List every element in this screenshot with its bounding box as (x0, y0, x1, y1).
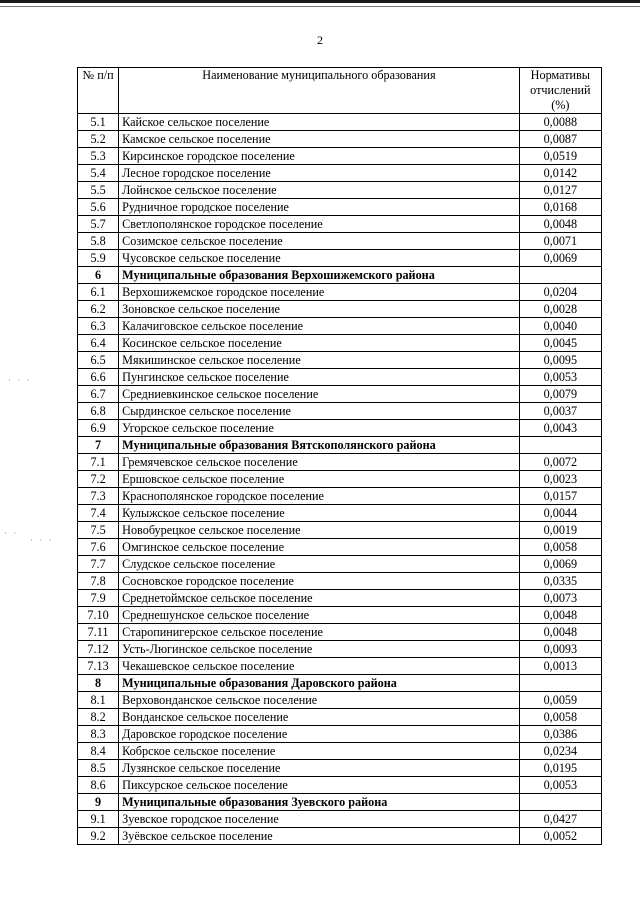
row-value: 0,0053 (519, 777, 601, 794)
table-row (78, 624, 602, 641)
row-name: Усть-Люгинское сельское поселение (119, 641, 520, 658)
row-value: 0,0095 (519, 352, 601, 369)
section-row (78, 437, 602, 454)
row-value: 0,0195 (519, 760, 601, 777)
row-name: Ершовское сельское поселение (119, 471, 520, 488)
row-number: 5.9 (78, 250, 119, 267)
row-value: 0,0043 (519, 420, 601, 437)
row-number: 7.2 (78, 471, 119, 488)
table-row (78, 199, 602, 216)
table-row (78, 131, 602, 148)
table-row (78, 148, 602, 165)
row-name: Пунгинское сельское поселение (119, 369, 520, 386)
row-name: Зуевское городское поселение (119, 811, 520, 828)
row-value: 0,0045 (519, 335, 601, 352)
row-number: 7.7 (78, 556, 119, 573)
row-value: 0,0073 (519, 590, 601, 607)
row-number: 6 (78, 267, 119, 284)
section-row (78, 794, 602, 811)
row-value: 0,0088 (519, 114, 601, 131)
row-name: Слудское сельское поселение (119, 556, 520, 573)
table-row (78, 182, 602, 199)
table-row (78, 352, 602, 369)
table-row (78, 420, 602, 437)
table-row (78, 539, 602, 556)
table-row (78, 726, 602, 743)
row-name: Косинское сельское поселение (119, 335, 520, 352)
row-number: 8.6 (78, 777, 119, 794)
header-number: № п/п (78, 68, 119, 114)
table-row (78, 658, 602, 675)
row-number: 7.8 (78, 573, 119, 590)
row-value: 0,0044 (519, 505, 601, 522)
row-value: 0,0427 (519, 811, 601, 828)
row-value: 0,0093 (519, 641, 601, 658)
table-row (78, 811, 602, 828)
top-border-thin-line (0, 6, 640, 7)
table-row (78, 284, 602, 301)
row-value: 0,0048 (519, 607, 601, 624)
row-number: 7.5 (78, 522, 119, 539)
table-row (78, 709, 602, 726)
row-name: Зуёвское сельское поселение (119, 828, 520, 845)
table-row (78, 488, 602, 505)
row-value (519, 794, 601, 811)
row-name: Гремячевское сельское поселение (119, 454, 520, 471)
table-row (78, 641, 602, 658)
table-row (78, 233, 602, 250)
row-name: Угорское сельское поселение (119, 420, 520, 437)
scan-speck: · · · (30, 535, 54, 545)
table-row (78, 692, 602, 709)
row-value: 0,0079 (519, 386, 601, 403)
row-value: 0,0127 (519, 182, 601, 199)
row-value (519, 267, 601, 284)
table-row (78, 760, 602, 777)
row-number: 5.3 (78, 148, 119, 165)
row-number: 6.3 (78, 318, 119, 335)
scan-speck: · · (4, 528, 19, 538)
row-name: Даровское городское поселение (119, 726, 520, 743)
row-value: 0,0072 (519, 454, 601, 471)
row-name: Калачиговское сельское поселение (119, 318, 520, 335)
row-value: 0,0048 (519, 216, 601, 233)
row-name: Верхошижемское городское поселение (119, 284, 520, 301)
table-row (78, 403, 602, 420)
row-name: Омгинское сельское поселение (119, 539, 520, 556)
table-row (78, 471, 602, 488)
row-number: 8.1 (78, 692, 119, 709)
table-row (78, 590, 602, 607)
table-row (78, 743, 602, 760)
row-number: 5.1 (78, 114, 119, 131)
table-row (78, 556, 602, 573)
row-name: Муниципальные образования Даровского района (119, 675, 520, 692)
row-number: 8 (78, 675, 119, 692)
row-value: 0,0069 (519, 556, 601, 573)
row-name: Кайское сельское поселение (119, 114, 520, 131)
table-row (78, 828, 602, 845)
row-name: Чусовское сельское поселение (119, 250, 520, 267)
row-number: 5.2 (78, 131, 119, 148)
row-number: 5.6 (78, 199, 119, 216)
row-name: Сырдинское сельское поселение (119, 403, 520, 420)
row-name: Новобурецкое сельское поселение (119, 522, 520, 539)
row-value: 0,0052 (519, 828, 601, 845)
row-number: 6.9 (78, 420, 119, 437)
row-name: Кулыжское сельское поселение (119, 505, 520, 522)
row-value: 0,0071 (519, 233, 601, 250)
row-name: Вонданское сельское поселение (119, 709, 520, 726)
table-header-row (78, 68, 602, 114)
row-value: 0,0519 (519, 148, 601, 165)
table-row (78, 522, 602, 539)
row-number: 6.5 (78, 352, 119, 369)
row-value: 0,0142 (519, 165, 601, 182)
row-value: 0,0048 (519, 624, 601, 641)
row-name: Среднетоймское сельское поселение (119, 590, 520, 607)
row-value: 0,0168 (519, 199, 601, 216)
row-number: 8.3 (78, 726, 119, 743)
table-row (78, 250, 602, 267)
section-row (78, 267, 602, 284)
row-name: Муниципальные образования Верхошижемского района (119, 267, 520, 284)
row-number: 5.5 (78, 182, 119, 199)
section-row (78, 675, 602, 692)
row-value: 0,0053 (519, 369, 601, 386)
table-row (78, 505, 602, 522)
row-value: 0,0058 (519, 709, 601, 726)
table-row (78, 454, 602, 471)
row-number: 7.9 (78, 590, 119, 607)
row-number: 5.7 (78, 216, 119, 233)
row-number: 9.2 (78, 828, 119, 845)
row-name: Лузянское сельское поселение (119, 760, 520, 777)
row-value: 0,0087 (519, 131, 601, 148)
row-name: Созимское сельское поселение (119, 233, 520, 250)
row-number: 7.11 (78, 624, 119, 641)
scan-speck: · · · (8, 375, 32, 385)
row-number: 7.10 (78, 607, 119, 624)
row-name: Средниевкинское сельское поселение (119, 386, 520, 403)
row-number: 5.8 (78, 233, 119, 250)
table-row (78, 318, 602, 335)
header-value: Нормативы отчислений (%) (519, 68, 601, 114)
table-row (78, 165, 602, 182)
row-value: 0,0157 (519, 488, 601, 505)
row-number: 7.4 (78, 505, 119, 522)
row-name: Светлополянское городское поселение (119, 216, 520, 233)
row-value: 0,0234 (519, 743, 601, 760)
table-row (78, 573, 602, 590)
row-name: Пиксурское сельское поселение (119, 777, 520, 794)
table-row (78, 369, 602, 386)
table-row (78, 114, 602, 131)
row-number: 6.4 (78, 335, 119, 352)
row-number: 6.1 (78, 284, 119, 301)
row-name: Старопинигерское сельское поселение (119, 624, 520, 641)
row-number: 6.8 (78, 403, 119, 420)
norms-table (77, 67, 602, 845)
row-value: 0,0386 (519, 726, 601, 743)
row-name: Лесное городское поселение (119, 165, 520, 182)
table-row (78, 777, 602, 794)
header-name: Наименование муниципального образования (119, 68, 520, 114)
row-number: 7.6 (78, 539, 119, 556)
row-value: 0,0058 (519, 539, 601, 556)
table-row (78, 607, 602, 624)
table-body (78, 114, 602, 845)
row-name: Краснополянское городское поселение (119, 488, 520, 505)
row-number: 6.7 (78, 386, 119, 403)
row-number: 8.5 (78, 760, 119, 777)
row-value: 0,0335 (519, 573, 601, 590)
row-name: Верховонданское сельское поселение (119, 692, 520, 709)
row-number: 7.3 (78, 488, 119, 505)
table-row (78, 335, 602, 352)
row-name: Кирсинское городское поселение (119, 148, 520, 165)
row-number: 6.6 (78, 369, 119, 386)
row-name: Муниципальные образования Зуевского района (119, 794, 520, 811)
row-number: 9 (78, 794, 119, 811)
row-number: 7.12 (78, 641, 119, 658)
row-value (519, 437, 601, 454)
row-value: 0,0028 (519, 301, 601, 318)
row-value: 0,0040 (519, 318, 601, 335)
row-name: Рудничное городское поселение (119, 199, 520, 216)
row-number: 7.1 (78, 454, 119, 471)
row-name: Мякишинское сельское поселение (119, 352, 520, 369)
row-name: Среднешунское сельское поселение (119, 607, 520, 624)
row-number: 8.2 (78, 709, 119, 726)
table-row (78, 301, 602, 318)
row-name: Муниципальные образования Вятскополянского района (119, 437, 520, 454)
row-name: Чекашевское сельское поселение (119, 658, 520, 675)
row-name: Зоновское сельское поселение (119, 301, 520, 318)
row-value: 0,0019 (519, 522, 601, 539)
row-value: 0,0204 (519, 284, 601, 301)
row-number: 7.13 (78, 658, 119, 675)
page-number: 2 (317, 33, 323, 47)
row-value: 0,0037 (519, 403, 601, 420)
table-row (78, 216, 602, 233)
row-number: 7 (78, 437, 119, 454)
row-value: 0,0013 (519, 658, 601, 675)
row-number: 9.1 (78, 811, 119, 828)
row-value: 0,0059 (519, 692, 601, 709)
row-name: Камское сельское поселение (119, 131, 520, 148)
row-name: Кобрское сельское поселение (119, 743, 520, 760)
row-number: 6.2 (78, 301, 119, 318)
row-name: Лойнское сельское поселение (119, 182, 520, 199)
row-name: Сосновское городское поселение (119, 573, 520, 590)
row-value: 0,0023 (519, 471, 601, 488)
row-number: 5.4 (78, 165, 119, 182)
row-value: 0,0069 (519, 250, 601, 267)
table-row (78, 386, 602, 403)
row-number: 8.4 (78, 743, 119, 760)
top-border-line (0, 0, 640, 3)
row-value (519, 675, 601, 692)
